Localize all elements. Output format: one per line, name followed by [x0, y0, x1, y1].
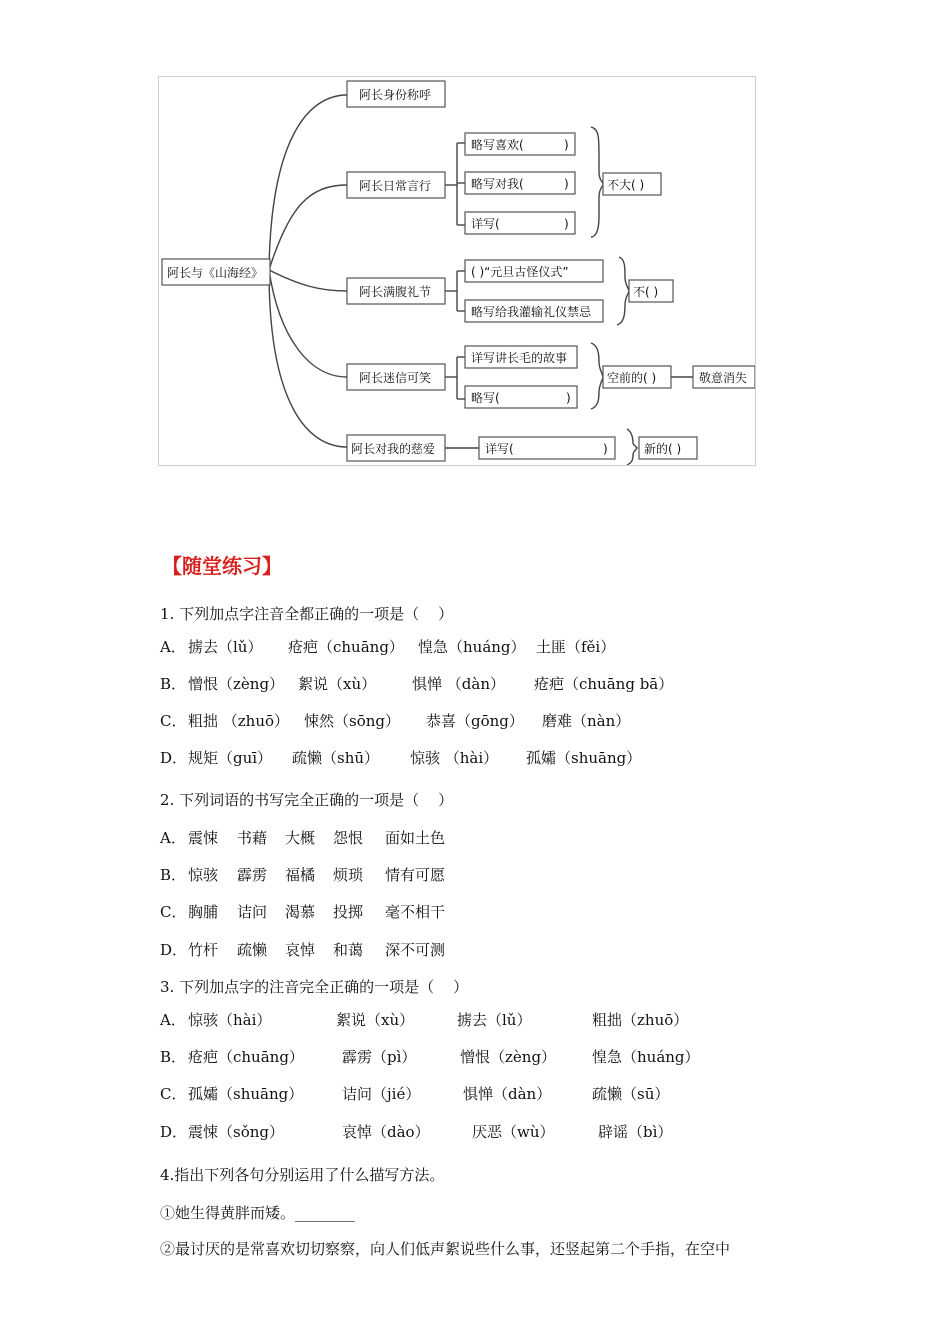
svg-text:敬意消失: 敬意消失	[699, 371, 748, 385]
word: 霹雳	[237, 866, 268, 884]
word: 情有可愿	[385, 866, 446, 884]
option-letter: A．	[160, 638, 186, 656]
item: 惊骇（hài）	[188, 1011, 272, 1029]
svg-text:新的( ): 新的( )	[644, 442, 682, 456]
svg-text:阿长满腹礼节: 阿长满腹礼节	[359, 285, 432, 299]
word: 胸脯	[188, 903, 219, 921]
item: 惶急（huáng）	[592, 1048, 700, 1066]
item: 掳去（lǔ）	[457, 1011, 532, 1029]
word: 深不可测	[385, 941, 446, 959]
svg-text:不( ): 不( )	[633, 285, 659, 299]
affection-item-1	[479, 437, 615, 459]
q1-d-2: 疏懒（shū）	[292, 749, 380, 767]
word: 福橘	[285, 866, 316, 884]
option-letter: B．	[160, 866, 187, 884]
superstition-result-2	[693, 366, 755, 388]
option-letter: B．	[160, 1048, 187, 1066]
root-node	[162, 259, 270, 285]
word: 烦琐	[333, 866, 364, 884]
svg-text:略写给我灌输礼仪禁忌: 略写给我灌输礼仪禁忌	[471, 305, 592, 319]
svg-text:): )	[603, 442, 608, 456]
q1-a-1: 掳去（lǔ）	[188, 638, 263, 656]
option-letter: A．	[160, 1011, 186, 1029]
q4-sentence-1: ①她生得黄胖而矮。________	[160, 1204, 356, 1222]
branch-affection	[347, 435, 445, 461]
word: 诘问	[237, 903, 268, 921]
q1-b-3: 惧惮 （dàn）	[412, 675, 505, 693]
item: 厌恶（wù）	[472, 1123, 555, 1141]
word: 竹杆	[188, 941, 219, 959]
q1-c-1: 粗拙 （zhuō）	[188, 712, 290, 730]
q3-stem: 3. 下列加点字的注音完全正确的一项是（ ）	[160, 978, 469, 996]
branch-etiquette	[347, 278, 445, 304]
item: 憎恨（zèng）	[460, 1048, 557, 1066]
svg-text:): )	[564, 138, 569, 152]
item: 孤孀（shuāng）	[188, 1085, 304, 1103]
q1-c-2: 悚然（sōng）	[304, 712, 400, 730]
mind-map-diagram	[158, 76, 756, 466]
etiquette-item-1	[465, 260, 603, 282]
svg-text:阿长与《山海经》: 阿长与《山海经》	[167, 266, 264, 280]
svg-text:详写(: 详写(	[485, 442, 514, 456]
q1-b-4: 疮疤（chuāng bā）	[534, 675, 674, 693]
q1-d-1: 规矩（guī）	[188, 749, 273, 767]
word: 投掷	[333, 903, 364, 921]
option-letter: A．	[160, 829, 186, 847]
item: 粗拙（zhuō）	[592, 1011, 689, 1029]
q1-d-3: 惊骇 （hài）	[410, 749, 499, 767]
item: 哀悼（dào）	[342, 1123, 430, 1141]
superstition-result	[603, 366, 671, 388]
item: 惧惮（dàn）	[463, 1085, 552, 1103]
q1-stem: 1. 下列加点字注音全都正确的一项是（ ）	[160, 605, 454, 623]
etiquette-item-2	[465, 300, 603, 322]
daily-result	[603, 173, 661, 195]
svg-text:): )	[566, 391, 571, 405]
word: 惊骇	[188, 866, 219, 884]
superstition-item-1	[465, 346, 577, 368]
item: 絮说（xù）	[336, 1011, 415, 1029]
word: 疏懒	[237, 941, 268, 959]
item: 震悚（sǒng）	[188, 1123, 284, 1141]
branch-daily-behavior	[347, 172, 445, 198]
mind-map-svg	[159, 77, 755, 465]
q1-a-4: 土匪（fěi）	[536, 638, 616, 656]
option-letter: B．	[160, 675, 187, 693]
q1-d-4: 孤孀（shuāng）	[526, 749, 642, 767]
word: 和蔼	[333, 941, 364, 959]
daily-item-3	[465, 212, 575, 234]
branch-superstition	[347, 364, 445, 390]
q4-sentence-2: ②最讨厌的是常喜欢切切察察，向人们低声絮说些什么事，还竖起第二个手指，在空中	[160, 1240, 731, 1258]
word: 大概	[285, 829, 316, 847]
svg-text:空前的( ): 空前的( )	[607, 371, 657, 385]
daily-item-1	[465, 133, 575, 155]
svg-text:略写(: 略写(	[471, 391, 500, 405]
svg-text:): )	[564, 177, 569, 191]
option-letter: D．	[160, 941, 188, 959]
option-letter: C．	[160, 1085, 187, 1103]
option-letter: D．	[160, 1123, 188, 1141]
svg-text:阿长迷信可笑: 阿长迷信可笑	[359, 371, 432, 385]
q1-a-3: 惶急（huáng）	[418, 638, 526, 656]
word: 震悚	[188, 829, 219, 847]
q1-c-4: 磨难（nàn）	[542, 712, 631, 730]
word: 面如土色	[385, 829, 446, 847]
item: 疮疤（chuāng）	[188, 1048, 304, 1066]
item: 疏懒（sū）	[592, 1085, 670, 1103]
option-letter: D．	[160, 749, 188, 767]
svg-text:阿长对我的慈爱: 阿长对我的慈爱	[351, 442, 436, 456]
svg-text:略写喜欢(: 略写喜欢(	[471, 138, 524, 152]
etiquette-result	[629, 280, 673, 302]
section-title: 【随堂练习】	[162, 554, 282, 578]
svg-text:( )“元旦古怪仪式”: ( )“元旦古怪仪式”	[471, 265, 569, 279]
q1-c-3: 恭喜（gōng）	[426, 712, 524, 730]
option-letter: C．	[160, 903, 187, 921]
svg-text:阿长日常言行: 阿长日常言行	[359, 179, 432, 193]
q2-stem: 2. 下列词语的书写完全正确的一项是（ ）	[160, 791, 454, 809]
daily-item-2	[465, 172, 575, 194]
svg-text:): )	[564, 217, 569, 231]
svg-text:略写对我(: 略写对我(	[471, 177, 524, 191]
word: 渴慕	[285, 903, 316, 921]
svg-text:详写(: 详写(	[471, 217, 500, 231]
superstition-item-2	[465, 386, 577, 408]
svg-text:阿长身份称呼: 阿长身份称呼	[359, 88, 432, 102]
branch-identity	[347, 81, 445, 107]
word: 书藉	[237, 829, 268, 847]
q1-b-1: 憎恨（zèng）	[188, 675, 285, 693]
word: 怨恨	[333, 829, 364, 847]
word: 毫不相干	[385, 903, 446, 921]
affection-result	[639, 437, 697, 459]
option-letter: C．	[160, 712, 187, 730]
q4-stem: 4.指出下列各句分别运用了什么描写方法。	[160, 1166, 445, 1184]
svg-text:不大( ): 不大( )	[607, 178, 645, 192]
q1-a-2: 疮疤（chuāng）	[288, 638, 404, 656]
item: 诘问（jié）	[342, 1085, 421, 1103]
q1-b-2: 絮说（xù）	[298, 675, 377, 693]
item: 辟谣（bì）	[598, 1123, 673, 1141]
svg-text:详写讲长毛的故事: 详写讲长毛的故事	[471, 351, 568, 365]
item: 霹雳（pì）	[342, 1048, 417, 1066]
word: 哀悼	[285, 941, 316, 959]
